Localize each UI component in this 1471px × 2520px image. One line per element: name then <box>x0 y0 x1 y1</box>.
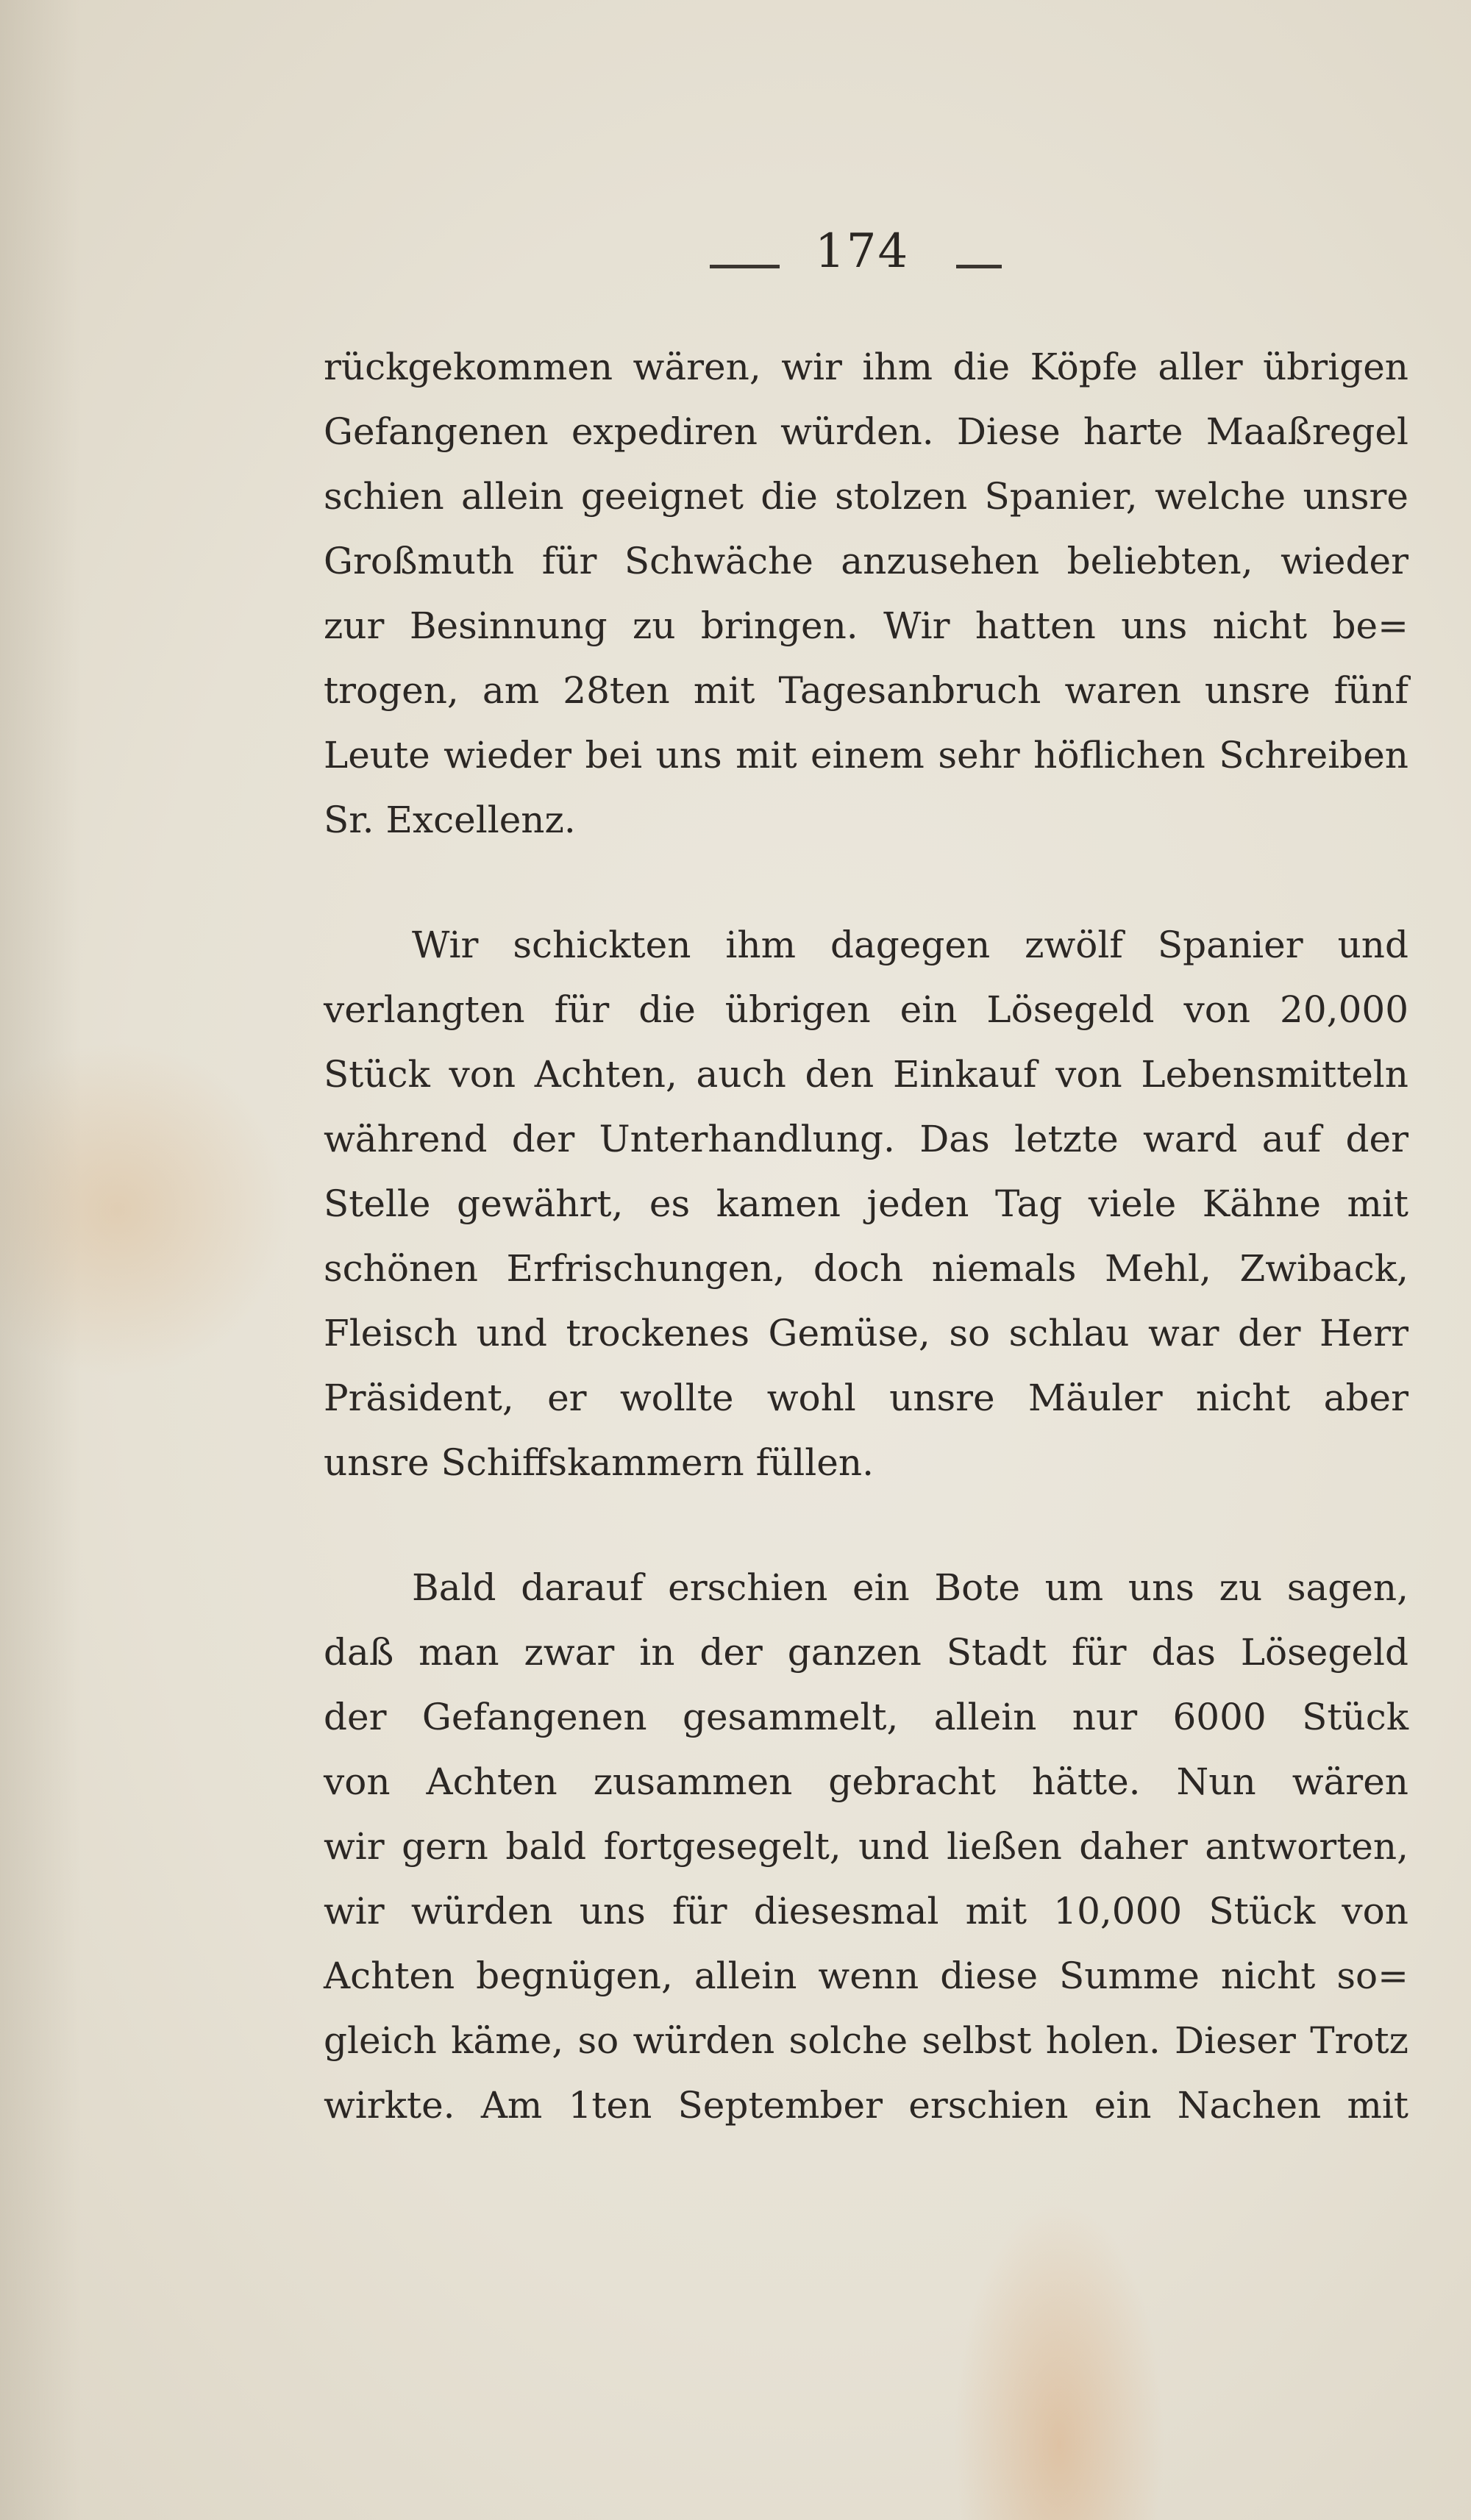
text-line: Bald darauf erschien ein Bote um uns zu sagen, <box>412 1566 1408 1609</box>
text-line: rückgekommen wären, wir ihm die Köpfe aller übrigen <box>324 346 1408 388</box>
text-line: Achten begnügen, allein wenn diese Summe nicht so= <box>324 1955 1408 1997</box>
body-text <box>324 335 1408 2198</box>
text-line: von Achten zusammen gebracht hätte. Nun wären <box>324 1760 1408 1803</box>
text-line: verlangten für die übrigen ein Lösegeld von 20,000 <box>324 988 1408 1031</box>
paragraph-3 <box>324 1555 1408 2138</box>
text-line: daß man zwar in der ganzen Stadt für das Lösegeld <box>324 1631 1408 1674</box>
folio-dash-left <box>710 265 780 268</box>
paragraph-1 <box>324 335 1408 852</box>
page-fold-shadow <box>0 0 81 2520</box>
text-line: Gefangenen expediren würden. Diese harte Maaßregel <box>324 410 1408 453</box>
text-line: Stück von Achten, auch den Einkauf von Lebensmitteln <box>324 1053 1408 1096</box>
text-line: wir gern bald fortgesegelt, und ließen daher antworten, <box>324 1825 1408 1868</box>
text-line: gleich käme, so würden solche selbst holen. Dieser Trotz <box>324 2019 1408 2062</box>
text-line: zur Besinnung zu bringen. Wir hatten uns nicht be= <box>324 604 1408 647</box>
page-number: 174 <box>815 224 910 279</box>
text-line: Fleisch und trockenes Gemüse, so schlau war der Herr <box>324 1312 1408 1354</box>
text-line: schien allein geeignet die stolzen Spanier, welche unsre <box>324 475 1408 518</box>
text-line: Stelle gewährt, es kamen jeden Tag viele Kähne mit <box>324 1182 1408 1225</box>
text-line: Wir schickten ihm dagegen zwölf Spanier und <box>412 924 1408 966</box>
text-line: wirkte. Am 1ten September erschien ein Nachen mit <box>324 2084 1408 2127</box>
folio-dash-right <box>956 265 1002 268</box>
text-line: Großmuth für Schwäche anzusehen beliebten, wieder <box>324 540 1408 582</box>
text-line: Leute wieder bei uns mit einem sehr höflichen Schreiben <box>324 734 1408 777</box>
text-line: während der Unterhandlung. Das letzte ward auf der <box>324 1118 1408 1160</box>
text-line: Präsident, er wollte wohl unsre Mäuler nicht aber <box>324 1377 1408 1419</box>
text-line: Sr. Excellenz. <box>324 799 576 841</box>
text-line: unsre Schiffskammern füllen. <box>324 1441 874 1484</box>
text-line: schönen Erfrischungen, doch niemals Mehl, Zwiback, <box>324 1247 1408 1290</box>
text-line: wir würden uns für diesesmal mit 10,000 Stück von <box>324 1890 1408 1932</box>
text-line: trogen, am 28ten mit Tagesanbruch waren unsre fünf <box>324 669 1408 712</box>
text-line: der Gefangenen gesammelt, allein nur 6000 Stück <box>324 1696 1408 1738</box>
paragraph-2 <box>324 913 1408 1495</box>
